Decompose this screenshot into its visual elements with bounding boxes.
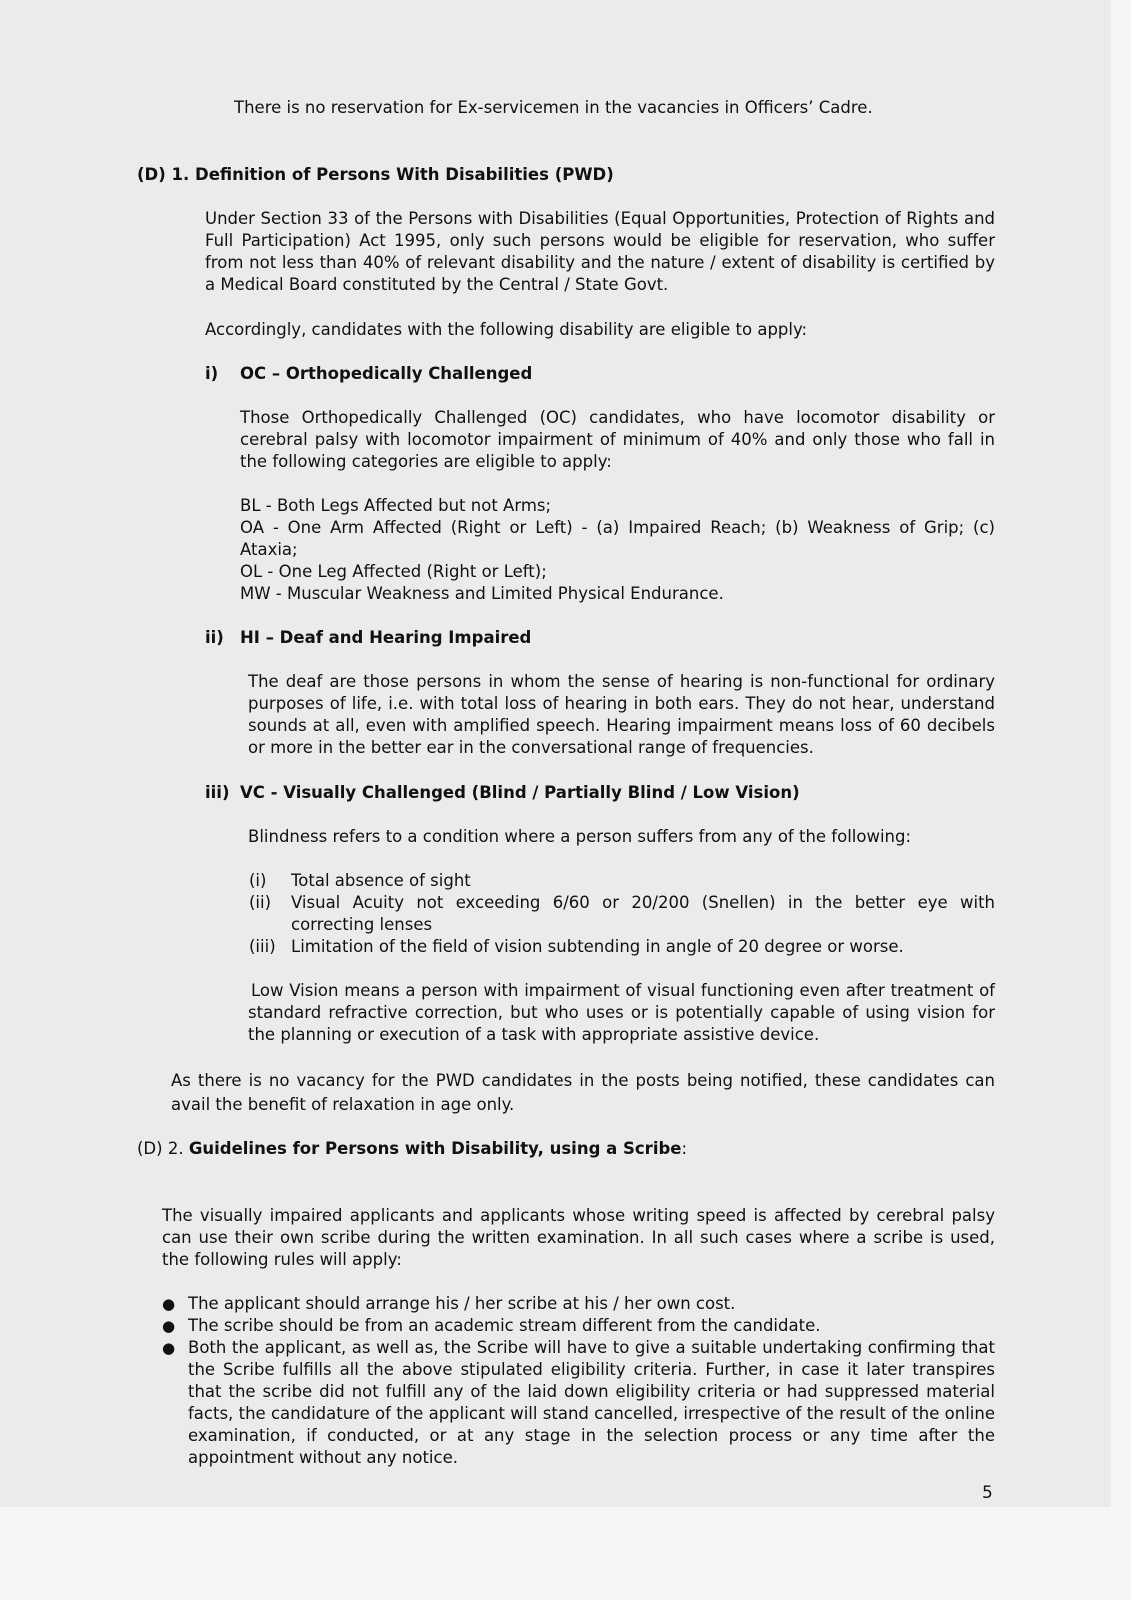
oc-category-ol: OL - One Leg Affected (Right or Left); bbox=[240, 562, 547, 581]
vc-item-num: (ii) bbox=[249, 893, 272, 912]
bullet-dot-icon: ● bbox=[162, 1339, 176, 1357]
vc-title: VC - Visually Challenged (Blind / Partially Blind / Low Vision) bbox=[240, 783, 800, 802]
vc-item-num: (iii) bbox=[249, 937, 276, 956]
low-vision-para: Low Vision means a person with impairment of visual functioning even after treatment of standard refractive correction, but who uses or is potentially capable of using vision for the planning or execution of a task with appropriate assistive device. bbox=[248, 981, 995, 1044]
hi-para: The deaf are those persons in whom the sense of hearing is non-functional for ordinary purposes of life, i.e. with total loss of hearing in both ears. They do not hear, understand sounds at all, even with amplified speech. Hearing impairment means loss of 60 decibels or more in the better ear in the conversational range of frequencies. bbox=[248, 672, 995, 757]
section-d2-para: The visually impaired applicants and applicants whose writing speed is affected by cerebral palsy can use their own scribe during the written examination. In all such cases where a scribe is used, the following rules will apply: bbox=[162, 1206, 995, 1269]
scribe-rule: The scribe should be from an academic stream different from the candidate. bbox=[188, 1316, 821, 1335]
oc-numeral: i) bbox=[205, 364, 219, 383]
section-d1-title: Definition of Persons With Disabilities (PWD) bbox=[195, 165, 614, 184]
hi-numeral: ii) bbox=[205, 628, 224, 647]
oc-category-mw: MW - Muscular Weakness and Limited Physical Endurance. bbox=[240, 584, 724, 603]
scribe-rule: The applicant should arrange his / her scribe at his / her own cost. bbox=[188, 1294, 736, 1313]
scribe-rule: Both the applicant, as well as, the Scribe will have to give a suitable undertaking confirming that the Scribe fulfills all the above stipulated eligibility criteria. Further, in case it later transpires that the scribe did not fulfill any of the laid down eligibility criteria or had suppressed material facts, the candidature of the applicant will stand cancelled, irrespective of the result of the online examination, if conducted, or at any stage in the selection process or any time after the appointment without any notice. bbox=[188, 1338, 995, 1467]
page-number: 5 bbox=[982, 1483, 993, 1503]
vc-para: Blindness refers to a condition where a person suffers from any of the following: bbox=[248, 827, 912, 846]
section-d1-para2: Accordingly, candidates with the following disability are eligible to apply: bbox=[205, 320, 808, 339]
section-d2-heading bbox=[137, 1138, 687, 1160]
section-d2-number: (D) 2. bbox=[137, 1139, 184, 1158]
section-d2-title: Guidelines for Persons with Disability, using a Scribe bbox=[188, 1139, 682, 1158]
vc-item-text: Total absence of sight bbox=[291, 871, 471, 890]
oc-category-bl: BL - Both Legs Affected but not Arms; bbox=[240, 496, 552, 515]
section-d1-heading bbox=[137, 164, 614, 186]
hi-title: HI – Deaf and Hearing Impaired bbox=[240, 628, 532, 647]
no-vacancy-note: As there is no vacancy for the PWD candidates in the posts being notified, these candidates can avail the benefit of relaxation in age only. bbox=[171, 1071, 995, 1114]
section-d2-colon: : bbox=[681, 1139, 688, 1158]
vc-item-text: Visual Acuity not exceeding 6/60 or 20/200 (Snellen) in the better eye with correcting lenses bbox=[291, 893, 995, 934]
bullet-dot-icon: ● bbox=[162, 1295, 176, 1313]
section-d1-number: (D) 1. bbox=[137, 165, 190, 184]
vc-numeral: iii) bbox=[205, 783, 230, 802]
bullet-dot-icon: ● bbox=[162, 1317, 176, 1335]
oc-category-oa: OA - One Arm Affected (Right or Left) - (a) Impaired Reach; (b) Weakness of Grip; (c) Ataxia; bbox=[240, 518, 995, 559]
vc-item-num: (i) bbox=[249, 871, 267, 890]
oc-title: OC – Orthopedically Challenged bbox=[240, 364, 533, 383]
vc-item-text: Limitation of the field of vision subtending in angle of 20 degree or worse. bbox=[291, 937, 904, 956]
section-d1-para1: Under Section 33 of the Persons with Disabilities (Equal Opportunities, Protection of Rights and Full Participation) Act 1995, only such persons would be eligible for reservation, who suffer from not less than 40% of relevant disability and the nature / extent of disability is certified by a Medical Board constituted by the Central / State Govt. bbox=[205, 209, 995, 294]
oc-para: Those Orthopedically Challenged (OC) candidates, who have locomotor disability or cerebral palsy with locomotor impairment of minimum of 40% and only those who fall in the following categories are eligible to apply: bbox=[240, 408, 995, 471]
ex-servicemen-note: There is no reservation for Ex-servicemen in the vacancies in Officers’ Cadre. bbox=[234, 98, 873, 117]
